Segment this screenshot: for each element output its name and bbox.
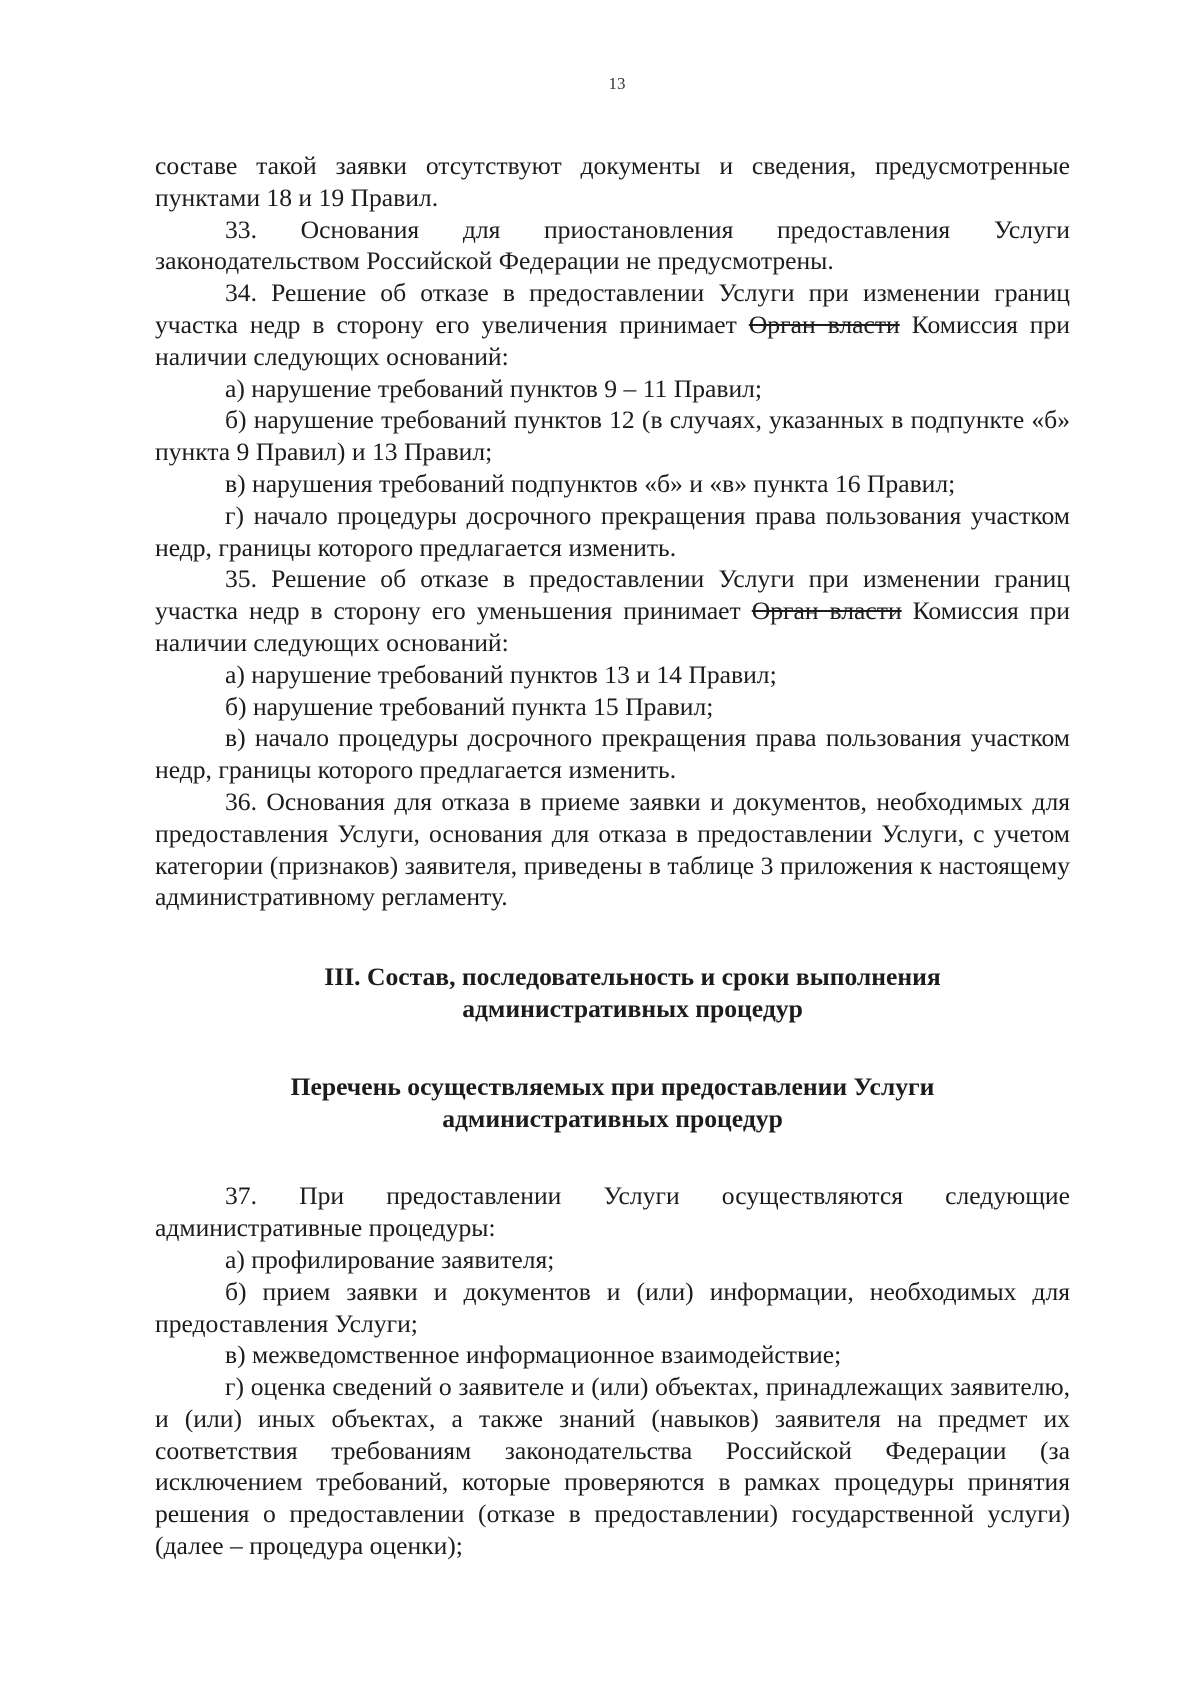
paragraph-35-text: 35. Решение об отказе в предоставлении Услуги при изменении границ участка недр в сторону его уменьшения принимает (155, 564, 1070, 626)
paragraph-33: 33. Основания для приостановления предоставления Услуги законодательством Российской Федерации не предусмотрены. (155, 214, 1070, 276)
list-item-35b: б) нарушение требований пункта 15 Правил; (225, 691, 714, 721)
paragraph-34 (155, 277, 1070, 372)
struck-text: Орган власти (748, 309, 900, 339)
list-item-34d: г) начало процедуры досрочного прекращения права пользования участком недр, границы которого предлагается изменить. (155, 500, 1070, 562)
list-item-34b: б) нарушение требований пунктов 12 (в случаях, указанных в подпункте «б» пункта 9 Правил) и 13 Правил; (155, 405, 1070, 467)
list-item-37b: б) прием заявки и документов и (или) информации, необходимых для предоставления Услуги; (155, 1276, 1070, 1338)
page-number: 13 (608, 74, 626, 93)
list-item-37a: а) профилирование заявителя; (225, 1244, 555, 1274)
section-heading-line-1: III. Состав, последовательность и сроки выполнения (324, 962, 941, 992)
section-heading (155, 961, 1070, 1025)
list-item-35a: а) нарушение требований пунктов 13 и 14 Правил; (225, 659, 777, 689)
subsection-heading-line-1: Перечень осуществляемых при предоставлении Услуги (290, 1071, 935, 1101)
list-item-37d: г) оценка сведений о заявителе и (или) объектах, принадлежащих заявителю, и (или) иных объектах, а также знаний (навыков) заявителя на предмет их соответствия требованиям законодательства Российской Федерации (за исключением требований, которые проверяются в рамках процедуры принятия решения о предоставлении (отказе в предоставлении) государственной услуги) (далее – процедура оценки); (155, 1372, 1070, 1561)
paragraph-37: 37. При предоставлении Услуги осуществляются следующие административные процедуры: (155, 1181, 1070, 1243)
subsection-heading-line-2: административных процедур (442, 1103, 783, 1133)
list-item-34c: в) нарушения требований подпунктов «б» и «в» пункта 16 Правил; (225, 468, 956, 498)
paragraph-36: 36. Основания для отказа в приеме заявки и документов, необходимых для предоставления Услуги, основания для отказа в предоставлении Услуги, с учетом категории (признаков) заявителя, приведены в таблице 3 приложения к настоящему административному регламенту. (155, 786, 1070, 912)
struck-text: Орган власти (751, 596, 902, 626)
paragraph-continuation: составе такой заявки отсутствуют документы и сведения, предусмотренные пунктами 18 и 19 Правил. (155, 151, 1070, 212)
paragraph-35 (155, 563, 1070, 658)
subsection-heading (155, 1071, 1070, 1135)
list-item-34a: а) нарушение требований пунктов 9 – 11 Правил; (225, 373, 763, 403)
list-item-37c: в) межведомственное информационное взаимодействие; (225, 1340, 842, 1370)
paragraph-35-text-end: Комиссия при наличии следующих оснований: (155, 596, 1070, 657)
section-heading-line-2: административных процедур (462, 993, 803, 1023)
document-body (155, 150, 1070, 1562)
paragraph-34-text: 34. Решение об отказе в предоставлении Услуги при изменении границ участка недр в сторону его увеличения принимает (155, 278, 1070, 339)
list-item-35c: в) начало процедуры досрочного прекращения права пользования участком недр, границы которого предлагается изменить. (155, 723, 1070, 785)
paragraph-34-text-end: Комиссия при наличии следующих оснований: (155, 309, 1070, 371)
